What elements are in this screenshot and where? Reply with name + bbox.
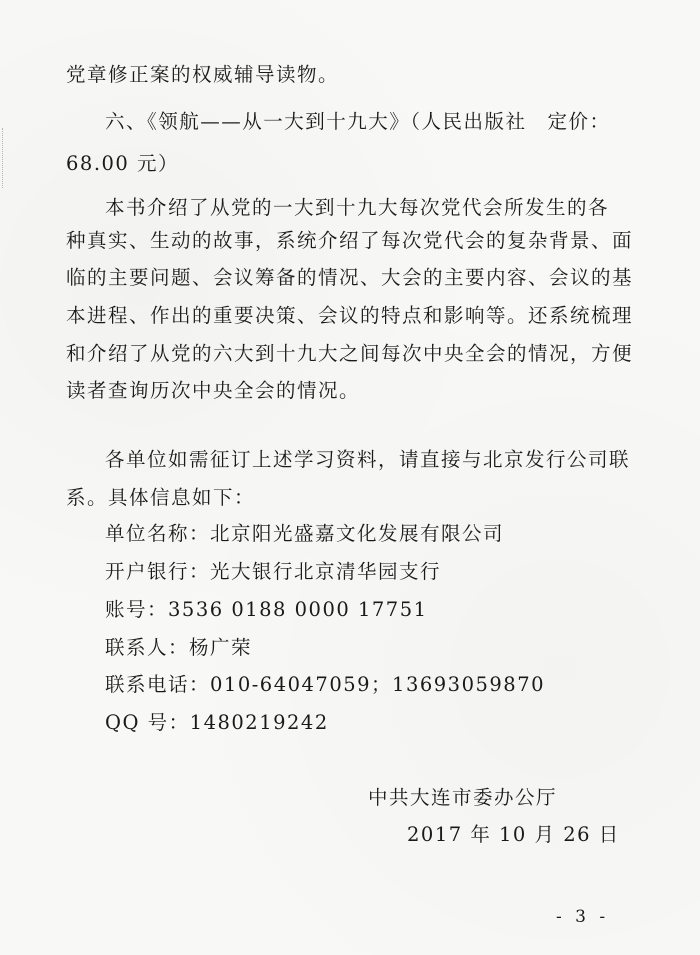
text-line: 读者查询历次中央全会的情况。: [66, 379, 361, 402]
text-line: 本书介绍了从党的一大到十九大每次党代会所发生的各: [105, 196, 610, 219]
contact-person: 联系人：杨广荣: [105, 636, 253, 659]
page-number: - 3 -: [556, 907, 610, 927]
text-line: 系。具体信息如下：: [66, 486, 256, 509]
text-line: 本进程、作出的重要决策、会议的特点和影响等。还系统梳理: [66, 304, 634, 327]
scan-margin-mark: [2, 128, 13, 188]
book-price-line: 68.00 元）: [66, 152, 180, 175]
bank-name: 开户银行：光大银行北京清华园支行: [105, 560, 442, 583]
text-line: 党章修正案的权威辅导读物。: [66, 63, 340, 86]
text-line: 各单位如需征订上述学习资料，请直接与北京发行公司联: [105, 448, 631, 471]
book-title-line: 六、《领航——从一大到十九大》（人民出版社 定价：: [105, 110, 611, 133]
qq-number: QQ 号：1480219242: [105, 711, 329, 734]
text-line: 和介绍了从党的六大到十九大之间每次中央全会的情况，方便: [66, 342, 634, 365]
text-line: 种真实、生动的故事，系统介绍了每次党代会的复杂背景、面: [66, 229, 634, 252]
contact-phone: 联系电话：010-64047059；13693059870: [105, 673, 546, 696]
account-number: 账号：3536 0188 0000 17751: [105, 598, 428, 621]
signature-date: 2017 年 10 月 26 日: [407, 823, 620, 846]
unit-name: 单位名称：北京阳光盛嘉文化发展有限公司: [105, 522, 505, 545]
text-line: 临的主要问题、会议筹备的情况、大会的主要内容、会议的基: [66, 266, 634, 289]
signature-org: 中共大连市委办公厅: [368, 786, 558, 809]
